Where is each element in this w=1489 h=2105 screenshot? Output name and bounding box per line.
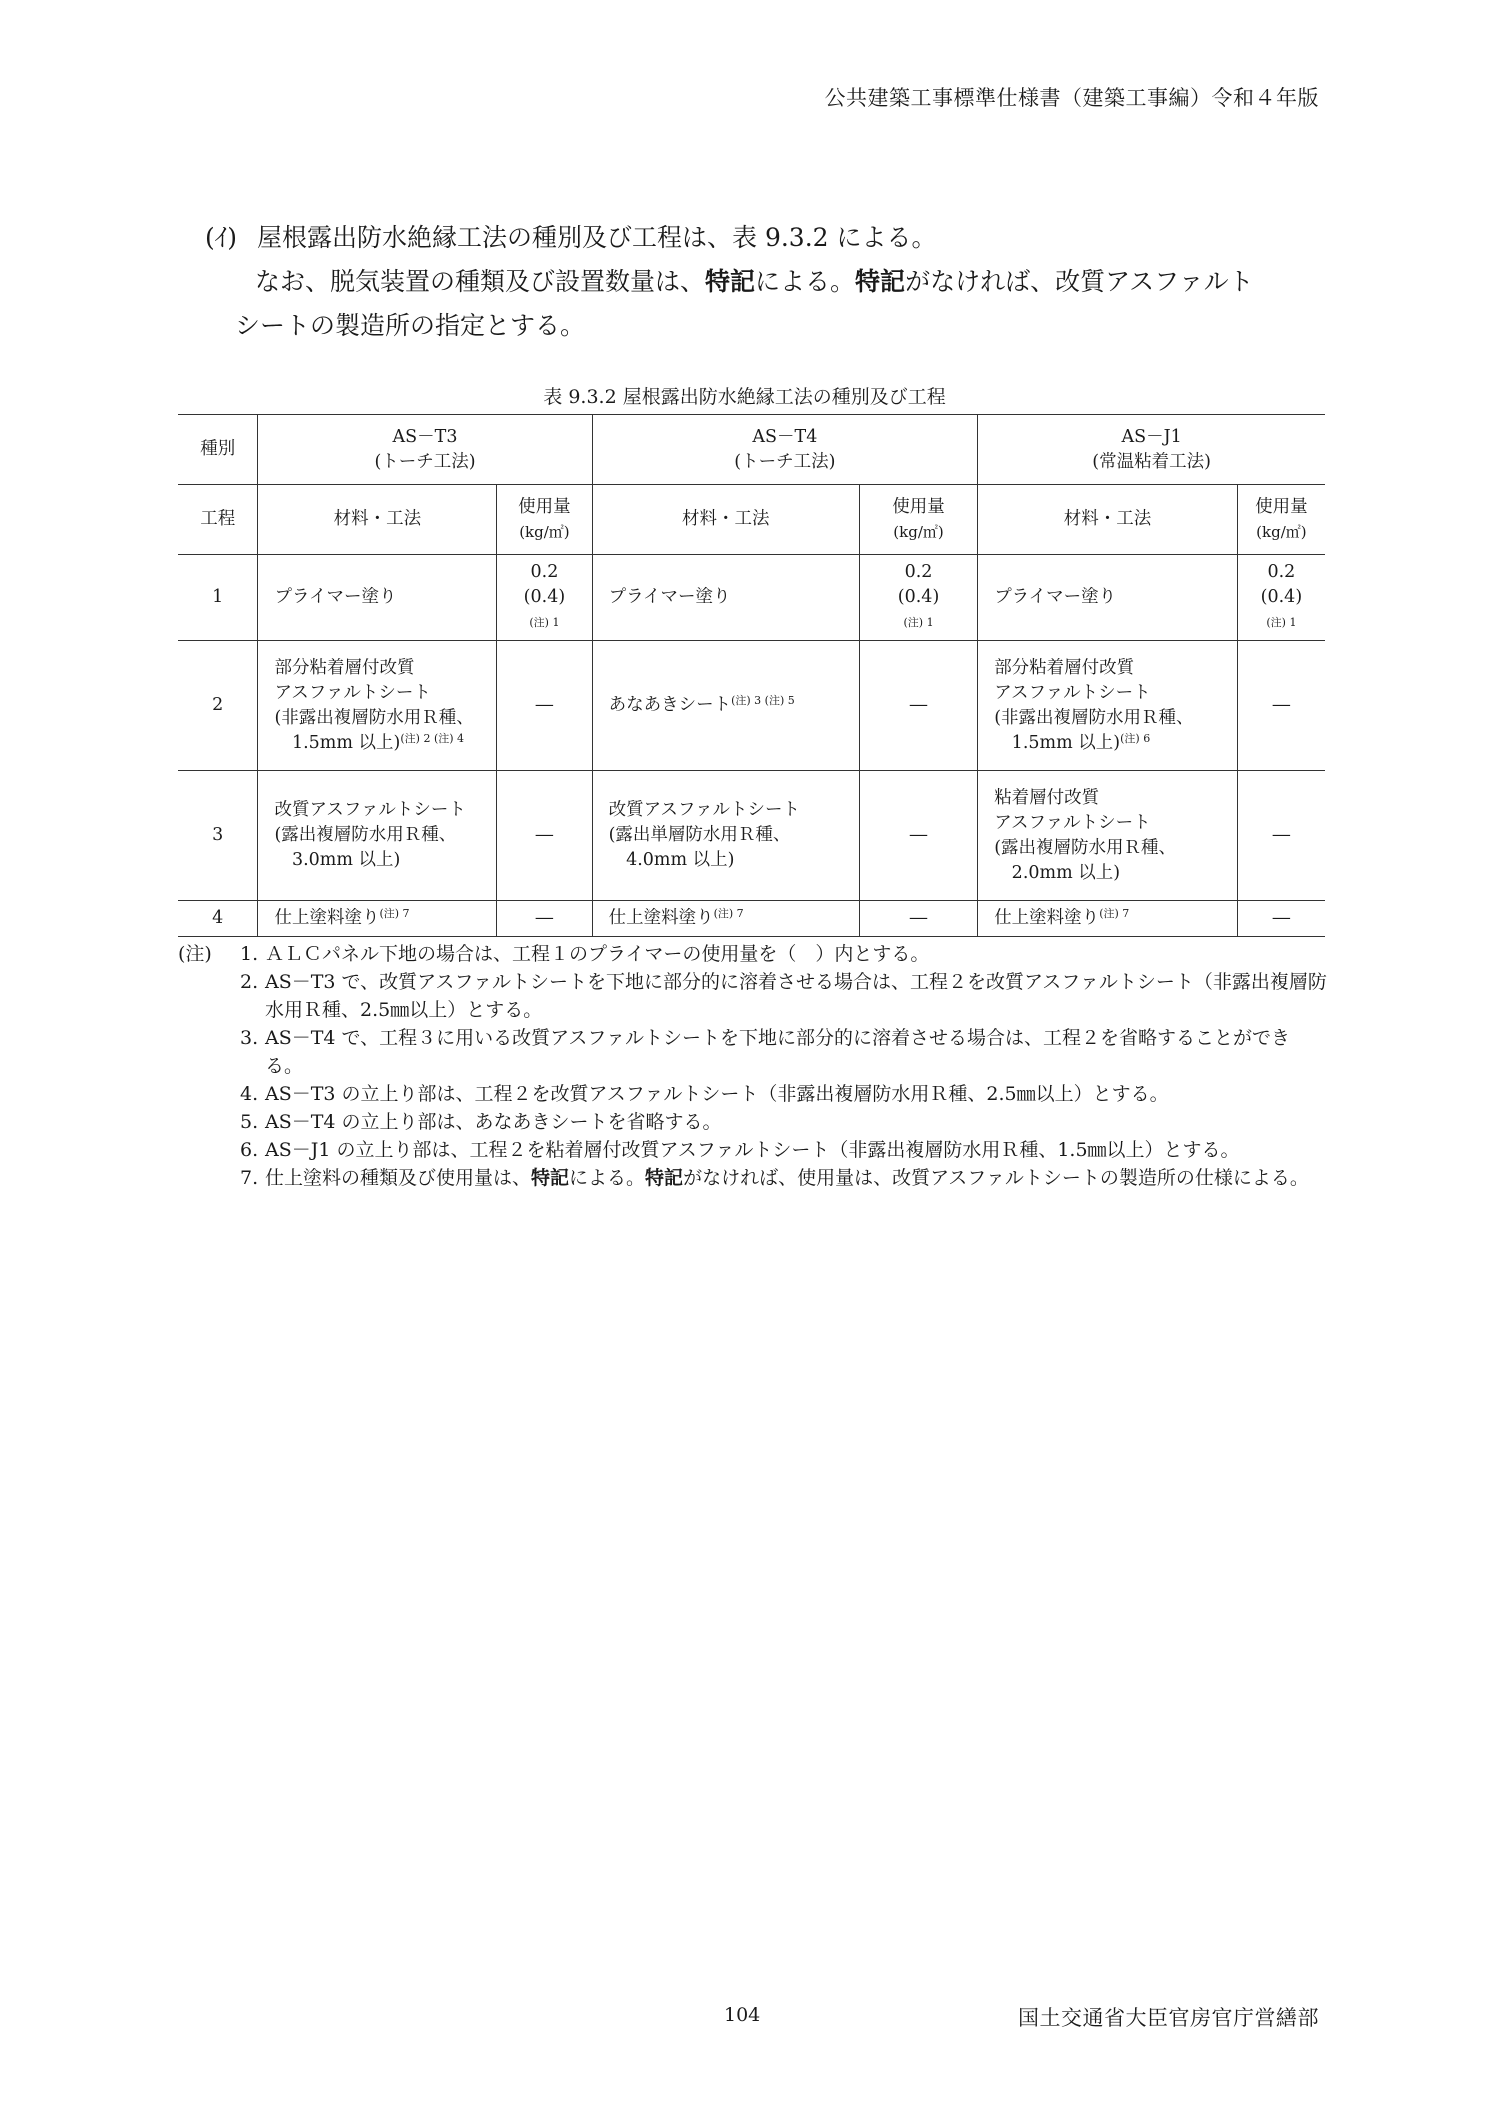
dash-cell: ― <box>859 771 977 901</box>
intro-line-2 <box>205 260 1325 304</box>
process-number: 3 <box>178 771 258 901</box>
document-header: 公共建築工事標準仕様書（建築工事編）令和４年版 <box>824 86 1319 110</box>
dash-cell: ― <box>859 641 977 771</box>
material-cell: 仕上塗料塗り$^{(注) 7}$ <box>258 901 497 937</box>
note-item: (注) 1. ＡＬＣパネル下地の場合は、工程１のプライマーの使用量を（ ）内とする。 <box>178 940 1328 968</box>
note-item: 2. AS－T3 で、改質アスファルトシートを下地に部分的に溶着させる場合は、工程２を改質アスファルトシート（非露出複層防水用Ｒ種、2.5㎜以上）とする。 <box>240 971 1327 1021</box>
tokki-emphasis: 特記 <box>705 267 756 296</box>
column-header-row <box>178 485 1325 555</box>
notes-label: (注) <box>178 943 212 965</box>
usage-cell: 0.2 (0.4) (注) 1 <box>497 555 592 641</box>
material-cell: プライマー塗り <box>258 555 497 641</box>
note-item: 3. AS－T4 で、工程３に用いる改質アスファルトシートを下地に部分的に溶着させる場合は、工程２を省略することができる。 <box>240 1027 1291 1077</box>
material-cell: 部分粘着層付改質 アスファルトシート (非露出複層防水用Ｒ種、 1.5mm 以上)$^{(注) 6}$ <box>978 641 1238 771</box>
material-header: 材料・工法 <box>978 485 1238 555</box>
table-row <box>178 641 1325 771</box>
note-item: 6. AS－J1 の立上り部は、工程２を粘着層付改質アスファルトシート（非露出複層防水用Ｒ種、1.5㎜以上）とする。 <box>240 1139 1240 1161</box>
tokki-emphasis: 特記 <box>531 1167 570 1189</box>
usage-header: 使用量 (kg/㎡) <box>1237 485 1325 555</box>
intro-line-1 <box>205 216 1325 260</box>
intro-text-2c: による。 <box>755 267 856 296</box>
intro-text-2a: なお、脱気装置の種類及び設置数量は、 <box>255 267 706 296</box>
intro-text-1: 屋根露出防水絶縁工法の種別及び工程は、表 9.3.2 による。 <box>257 223 937 252</box>
material-cell: 仕上塗料塗り$^{(注) 7}$ <box>978 901 1238 937</box>
type-header-row <box>178 415 1325 485</box>
table-row <box>178 901 1325 937</box>
dash-cell: ― <box>1237 901 1325 937</box>
dash-cell: ― <box>1237 771 1325 901</box>
material-cell: 粘着層付改質 アスファルトシート (露出複層防水用Ｒ種、 2.0mm 以上) <box>978 771 1238 901</box>
item-marker: (ｲ) <box>205 223 238 252</box>
material-cell: プライマー塗り <box>592 555 859 641</box>
intro-text-2e: がなければ、改質アスファルト <box>905 267 1254 296</box>
material-cell: プライマー塗り <box>978 555 1238 641</box>
process-label: 工程 <box>178 485 258 555</box>
type-as-j1: AS－J1 (常温粘着工法) <box>978 415 1325 485</box>
intro-line-3: シートの製造所の指定とする。 <box>235 311 586 340</box>
table-row <box>178 555 1325 641</box>
material-cell: 部分粘着層付改質 アスファルトシート (非露出複層防水用Ｒ種、 1.5mm 以上)$^{(注) 2 (注) 4}$ <box>258 641 497 771</box>
process-number: 4 <box>178 901 258 937</box>
usage-header: 使用量 (kg/㎡) <box>497 485 592 555</box>
material-cell: 改質アスファルトシート (露出複層防水用Ｒ種、 3.0mm 以上) <box>258 771 497 901</box>
material-header: 材料・工法 <box>258 485 497 555</box>
table-row <box>178 771 1325 901</box>
usage-cell: 0.2 (0.4) (注) 1 <box>1237 555 1325 641</box>
footer-organization: 国土交通省大臣官房官庁営繕部 <box>1018 2006 1319 2030</box>
note-item: 4. AS－T3 の立上り部は、工程２を改質アスファルトシート（非露出複層防水用Ｒ種、2.5㎜以上）とする。 <box>240 1083 1169 1105</box>
table-notes <box>178 940 1328 1192</box>
intro-paragraph <box>205 216 1325 348</box>
material-cell: 改質アスファルトシート (露出単層防水用Ｒ種、 4.0mm 以上) <box>592 771 859 901</box>
dash-cell: ― <box>497 771 592 901</box>
process-table <box>178 414 1325 937</box>
note-item: 7. 仕上塗料の種類及び使用量は、特記による。特記がなければ、使用量は、改質アスファルトシートの製造所の仕様による。 <box>240 1167 1309 1189</box>
dash-cell: ― <box>859 901 977 937</box>
usage-cell: 0.2 (0.4) (注) 1 <box>859 555 977 641</box>
type-as-t3: AS－T3 (トーチ工法) <box>258 415 592 485</box>
dash-cell: ― <box>497 901 592 937</box>
type-label: 種別 <box>178 415 258 485</box>
type-as-t4: AS－T4 (トーチ工法) <box>592 415 978 485</box>
material-cell: 仕上塗料塗り$^{(注) 7}$ <box>592 901 859 937</box>
process-number: 1 <box>178 555 258 641</box>
tokki-emphasis: 特記 <box>855 267 906 296</box>
page-number: 104 <box>724 2004 761 2026</box>
dash-cell: ― <box>497 641 592 771</box>
table-caption: 表 9.3.2 屋根露出防水絶縁工法の種別及び工程 <box>543 386 946 408</box>
note-item: 5. AS－T4 の立上り部は、あなあきシートを省略する。 <box>240 1111 722 1133</box>
dash-cell: ― <box>1237 641 1325 771</box>
tokki-emphasis: 特記 <box>645 1167 684 1189</box>
material-cell: あなあきシート$^{(注) 3 (注) 5}$ <box>592 641 859 771</box>
usage-header: 使用量 (kg/㎡) <box>859 485 977 555</box>
process-number: 2 <box>178 641 258 771</box>
material-header: 材料・工法 <box>592 485 859 555</box>
